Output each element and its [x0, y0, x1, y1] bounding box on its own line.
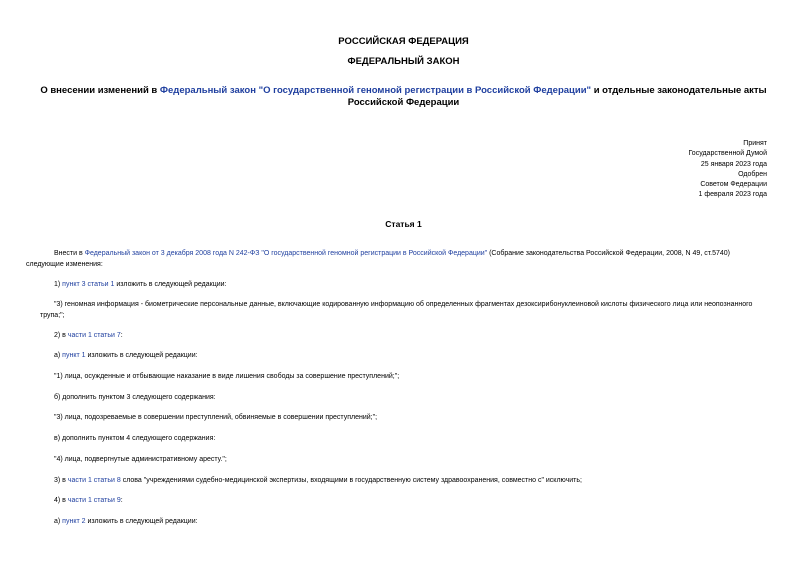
text: а)	[54, 518, 63, 525]
article-link[interactable]: части 1 статьи 7	[67, 332, 121, 339]
text: а)	[54, 352, 63, 359]
title-suffix: и отдельные законодательные акты	[591, 85, 767, 96]
text: изложить в следующей редакции:	[85, 518, 198, 525]
paragraph-4	[40, 496, 768, 507]
adoption-block	[688, 139, 767, 201]
paragraph-2b: б) дополнить пунктом 3 следующего содержания:	[54, 394, 216, 401]
paragraph-2a	[40, 351, 768, 362]
law-link[interactable]: Федеральный закон от 3 декабря 2008 года N 242-ФЗ "О государственной геномной регистрации в Российской Федерации"	[84, 250, 488, 257]
article-link[interactable]: пункт 1	[62, 352, 86, 359]
paragraph-4a	[40, 517, 768, 528]
country-heading: РОССИЙСКАЯ ФЕДЕРАЦИЯ	[338, 36, 469, 47]
article-link[interactable]: части 1 статьи 9	[67, 497, 121, 504]
law-title	[0, 85, 807, 109]
paragraph-quote-3: "3) лица, подозреваемые в совершении преступлений, обвиняемые в совершении преступлений;";	[54, 414, 378, 421]
article-link[interactable]: пункт 3 статьи 1	[62, 281, 115, 288]
paragraph-2	[40, 331, 768, 342]
approved-by: Советом Федерации	[700, 181, 767, 189]
text: изложить в следующей редакции:	[114, 281, 227, 288]
title-law-link[interactable]: Федеральный закон "О государственной геномной регистрации в Российской Федерации"	[159, 85, 592, 96]
text: 2) в	[54, 332, 68, 339]
paragraph-quote-4: "4) лица, подвергнутые административному аресту.";	[54, 456, 227, 463]
text: :	[120, 497, 123, 504]
article-link[interactable]: части 1 статьи 8	[67, 477, 121, 484]
text: Внести в	[54, 250, 85, 257]
paragraph-1	[40, 280, 768, 291]
text: трупа;";	[40, 311, 65, 319]
article-link[interactable]: пункт 2	[62, 518, 86, 525]
text: :	[120, 332, 123, 339]
title-line2: Российской Федерации	[347, 97, 460, 108]
text: 3) в	[54, 477, 68, 484]
paragraph-quote-1	[40, 300, 768, 321]
paragraph-3	[40, 476, 768, 487]
accepted-label: Принят	[743, 140, 767, 147]
accepted-by: Государственной Думой	[688, 150, 767, 158]
approved-label: Одобрен	[738, 170, 767, 178]
article-heading: Статья 1	[385, 219, 422, 229]
text: 1)	[54, 281, 63, 288]
paragraph-intro	[26, 249, 768, 270]
approved-date: 1 февраля 2023 года	[698, 191, 767, 199]
text: слова "учреждениями судебно-медицинской экспертизы, входящими в государственную систему здравоохранения, совместно с" исключить;	[120, 477, 582, 484]
text: (Собрание законодательства Российской Федерации, 2008, N 49, ст.5740)	[487, 250, 730, 257]
text: "3) геномная информация - биометрические персональные данные, включающие кодированную информацию об определенных фрагментах дезоксирибонуклеиновой кислоты физического лица или неопознанного	[54, 301, 753, 308]
text: 4) в	[54, 497, 68, 504]
accepted-date: 25 января 2023 года	[700, 160, 767, 168]
paragraph-2c: в) дополнить пунктом 4 следующего содержания:	[54, 435, 216, 442]
document-type-heading: ФЕДЕРАЛЬНЫЙ ЗАКОН	[347, 56, 460, 67]
text: следующие изменения:	[26, 260, 103, 268]
text: изложить в следующей редакции:	[85, 352, 198, 359]
title-prefix: О внесении изменений в	[40, 85, 160, 96]
paragraph-quote-2: "1) лица, осужденные и отбывающие наказание в виде лишения свободы за совершение преступлений;";	[54, 373, 400, 380]
